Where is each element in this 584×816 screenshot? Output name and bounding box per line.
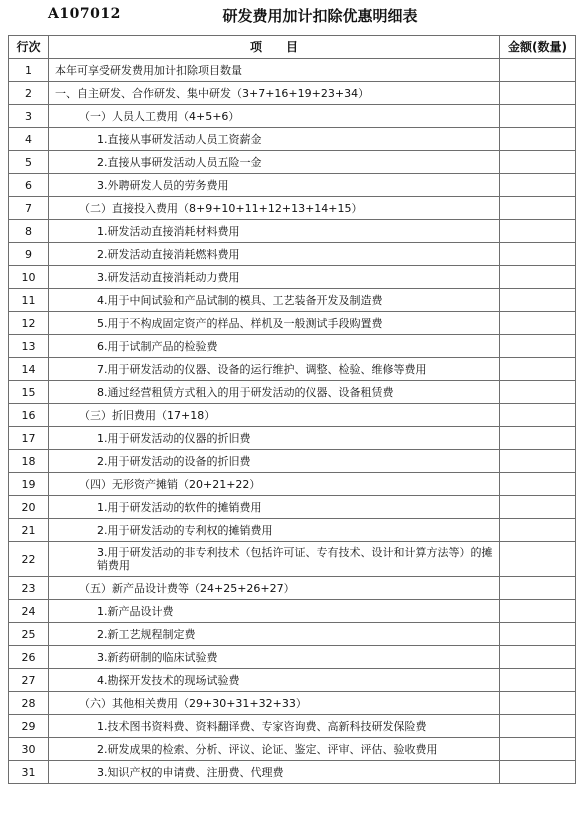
- row-amount-cell[interactable]: [500, 82, 576, 105]
- table-row: [9, 761, 576, 784]
- table-row: [9, 128, 576, 151]
- row-amount-cell[interactable]: [500, 105, 576, 128]
- row-item-label: 7.用于研发活动的仪器、设备的运行维护、调整、检验、维修等费用: [49, 358, 500, 381]
- row-number: 31: [9, 761, 49, 784]
- row-number: 30: [9, 738, 49, 761]
- row-amount-cell[interactable]: [500, 646, 576, 669]
- table-row: [9, 358, 576, 381]
- row-item-label: 1.直接从事研发活动人员工资薪金: [49, 128, 500, 151]
- table-row: [9, 266, 576, 289]
- table-row: [9, 151, 576, 174]
- row-amount-cell[interactable]: [500, 243, 576, 266]
- row-item-label: 一、自主研发、合作研发、集中研发（3+7+16+19+23+34）: [49, 82, 500, 105]
- row-amount-cell[interactable]: [500, 761, 576, 784]
- table-row: [9, 450, 576, 473]
- row-item-label: 2.用于研发活动的专利权的摊销费用: [49, 519, 500, 542]
- row-number: 26: [9, 646, 49, 669]
- row-number: 25: [9, 623, 49, 646]
- row-item-label: 3.新药研制的临床试验费: [49, 646, 500, 669]
- row-amount-cell[interactable]: [500, 542, 576, 577]
- row-number: 28: [9, 692, 49, 715]
- row-number: 16: [9, 404, 49, 427]
- row-number: 29: [9, 715, 49, 738]
- table-row: [9, 312, 576, 335]
- row-item-label: 6.用于试制产品的检验费: [49, 335, 500, 358]
- row-item-label: 2.研发成果的检索、分析、评议、论证、鉴定、评审、评估、验收费用: [49, 738, 500, 761]
- form-header: [0, 0, 584, 32]
- row-number: 3: [9, 105, 49, 128]
- row-amount-cell[interactable]: [500, 715, 576, 738]
- table-row: [9, 519, 576, 542]
- row-number: 2: [9, 82, 49, 105]
- row-item-label: 2.新工艺规程制定费: [49, 623, 500, 646]
- row-number: 24: [9, 600, 49, 623]
- row-number: 5: [9, 151, 49, 174]
- row-amount-cell[interactable]: [500, 450, 576, 473]
- row-amount-cell[interactable]: [500, 577, 576, 600]
- row-item-label: 2.用于研发活动的设备的折旧费: [49, 450, 500, 473]
- row-item-label: 1.用于研发活动的仪器的折旧费: [49, 427, 500, 450]
- row-amount-cell[interactable]: [500, 289, 576, 312]
- row-amount-cell[interactable]: [500, 266, 576, 289]
- table-row: [9, 496, 576, 519]
- row-item-label: 5.用于不构成固定资产的样品、样机及一般测试手段购置费: [49, 312, 500, 335]
- row-item-label: 1.新产品设计费: [49, 600, 500, 623]
- row-amount-cell[interactable]: [500, 669, 576, 692]
- row-item-label: （五）新产品设计费等（24+25+26+27）: [49, 577, 500, 600]
- table-body: [9, 59, 576, 784]
- row-item-label: （一）人员人工费用（4+5+6）: [49, 105, 500, 128]
- table-row: [9, 220, 576, 243]
- row-number: 8: [9, 220, 49, 243]
- row-number: 20: [9, 496, 49, 519]
- row-amount-cell[interactable]: [500, 738, 576, 761]
- row-amount-cell[interactable]: [500, 381, 576, 404]
- table-row: [9, 623, 576, 646]
- table-row: [9, 692, 576, 715]
- column-header-row-no: 行次: [9, 36, 49, 59]
- row-item-label: （六）其他相关费用（29+30+31+32+33）: [49, 692, 500, 715]
- table-row: [9, 646, 576, 669]
- column-header-item: 项 目: [49, 36, 500, 59]
- row-amount-cell[interactable]: [500, 427, 576, 450]
- row-item-label: （三）折旧费用（17+18）: [49, 404, 500, 427]
- row-number: 27: [9, 669, 49, 692]
- table-row: [9, 404, 576, 427]
- row-amount-cell[interactable]: [500, 128, 576, 151]
- row-item-label: （四）无形资产摊销（20+21+22）: [49, 473, 500, 496]
- row-number: 4: [9, 128, 49, 151]
- row-item-label: 3.知识产权的申请费、注册费、代理费: [49, 761, 500, 784]
- row-item-label: （二）直接投入费用（8+9+10+11+12+13+14+15）: [49, 197, 500, 220]
- table-header-row: [9, 36, 576, 59]
- table-row: [9, 243, 576, 266]
- table-row: [9, 577, 576, 600]
- table-row: [9, 105, 576, 128]
- row-number: 13: [9, 335, 49, 358]
- row-item-label: 2.直接从事研发活动人员五险一金: [49, 151, 500, 174]
- row-amount-cell[interactable]: [500, 197, 576, 220]
- row-amount-cell[interactable]: [500, 312, 576, 335]
- deduction-detail-table: [8, 35, 576, 784]
- table-row: [9, 542, 576, 577]
- row-number: 7: [9, 197, 49, 220]
- row-item-label: 4.勘探开发技术的现场试验费: [49, 669, 500, 692]
- row-number: 23: [9, 577, 49, 600]
- row-amount-cell[interactable]: [500, 220, 576, 243]
- row-item-label: 2.研发活动直接消耗燃料费用: [49, 243, 500, 266]
- row-number: 18: [9, 450, 49, 473]
- row-number: 21: [9, 519, 49, 542]
- row-amount-cell[interactable]: [500, 335, 576, 358]
- table-row: [9, 59, 576, 82]
- row-number: 11: [9, 289, 49, 312]
- row-number: 9: [9, 243, 49, 266]
- row-number: 17: [9, 427, 49, 450]
- row-amount-cell[interactable]: [500, 404, 576, 427]
- row-number: 14: [9, 358, 49, 381]
- table-row: [9, 197, 576, 220]
- row-item-label: 3.研发活动直接消耗动力费用: [49, 266, 500, 289]
- row-item-label: 3.外聘研发人员的劳务费用: [49, 174, 500, 197]
- row-amount-cell[interactable]: [500, 623, 576, 646]
- row-item-label: 本年可享受研发费用加计扣除项目数量: [49, 59, 500, 82]
- row-number: 1: [9, 59, 49, 82]
- row-item-label: 1.用于研发活动的软件的摊销费用: [49, 496, 500, 519]
- row-item-label: 1.研发活动直接消耗材料费用: [49, 220, 500, 243]
- table-row: [9, 738, 576, 761]
- row-amount-cell[interactable]: [500, 473, 576, 496]
- row-number: 19: [9, 473, 49, 496]
- row-item-label: 4.用于中间试验和产品试制的模具、工艺装备开发及制造费: [49, 289, 500, 312]
- row-number: 10: [9, 266, 49, 289]
- table-row: [9, 600, 576, 623]
- table-row: [9, 427, 576, 450]
- form-title: 研发费用加计扣除优惠明细表: [222, 7, 418, 25]
- row-number: 15: [9, 381, 49, 404]
- row-amount-cell[interactable]: [500, 151, 576, 174]
- row-number: 22: [9, 542, 49, 577]
- row-item-label: 8.通过经营租赁方式租入的用于研发活动的仪器、设备租赁费: [49, 381, 500, 404]
- table-row: [9, 669, 576, 692]
- row-amount-cell[interactable]: [500, 174, 576, 197]
- table-row: [9, 174, 576, 197]
- row-number: 12: [9, 312, 49, 335]
- table-row: [9, 381, 576, 404]
- table-row: [9, 473, 576, 496]
- column-header-amount: 金额(数量): [500, 36, 576, 59]
- row-amount-cell[interactable]: [500, 496, 576, 519]
- table-row: [9, 82, 576, 105]
- row-amount-cell[interactable]: [500, 59, 576, 82]
- row-amount-cell[interactable]: [500, 692, 576, 715]
- form-code: A107012: [48, 6, 121, 22]
- row-number: 6: [9, 174, 49, 197]
- row-amount-cell[interactable]: [500, 519, 576, 542]
- row-amount-cell[interactable]: [500, 358, 576, 381]
- row-item-label: 1.技术图书资料费、资料翻译费、专家咨询费、高新科技研发保险费: [49, 715, 500, 738]
- table-row: [9, 715, 576, 738]
- table-row: [9, 335, 576, 358]
- row-amount-cell[interactable]: [500, 600, 576, 623]
- table-row: [9, 289, 576, 312]
- row-item-label: 3.用于研发活动的非专利技术（包括许可证、专有技术、设计和计算方法等）的摊销费用: [49, 542, 500, 577]
